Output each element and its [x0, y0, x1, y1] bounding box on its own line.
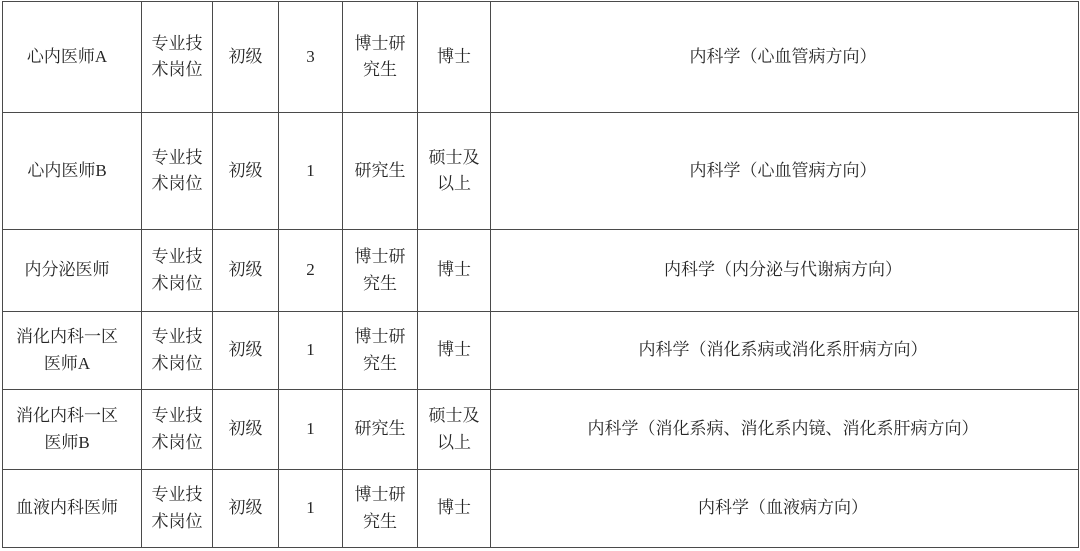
job-positions-table: [2, 1, 1079, 548]
cell-education: 研究生: [343, 113, 418, 230]
cell-education: 博士研究生: [343, 230, 418, 312]
cell-post-level: 初级: [213, 470, 279, 548]
cell-position-name: 消化内科一区医师B: [3, 390, 142, 470]
job-table-row: [3, 230, 1079, 312]
job-table-row: [3, 113, 1079, 230]
cell-position-name: 血液内科医师: [3, 470, 142, 548]
cell-headcount: 1: [279, 390, 343, 470]
cell-post-level: 初级: [213, 113, 279, 230]
cell-post-category: 专业技术岗位: [142, 390, 213, 470]
cell-degree: 博士: [418, 470, 491, 548]
cell-post-category: 专业技术岗位: [142, 2, 213, 113]
cell-post-category: 专业技术岗位: [142, 113, 213, 230]
job-table-row: [3, 2, 1079, 113]
cell-post-category: 专业技术岗位: [142, 470, 213, 548]
cell-education: 研究生: [343, 390, 418, 470]
cell-education: 博士研究生: [343, 470, 418, 548]
cell-education: 博士研究生: [343, 2, 418, 113]
cell-headcount: 1: [279, 470, 343, 548]
cell-post-level: 初级: [213, 312, 279, 390]
cell-degree: 博士: [418, 2, 491, 113]
cell-post-level: 初级: [213, 230, 279, 312]
cell-major: 内科学（内分泌与代谢病方向）: [491, 230, 1079, 312]
cell-headcount: 3: [279, 2, 343, 113]
cell-degree: 硕士及以上: [418, 390, 491, 470]
cell-major: 内科学（血液病方向）: [491, 470, 1079, 548]
cell-major: 内科学（消化系病或消化系肝病方向）: [491, 312, 1079, 390]
job-table-row: [3, 470, 1079, 548]
cell-headcount: 1: [279, 312, 343, 390]
cell-headcount: 2: [279, 230, 343, 312]
cell-degree: 博士: [418, 230, 491, 312]
cell-education: 博士研究生: [343, 312, 418, 390]
cell-post-category: 专业技术岗位: [142, 230, 213, 312]
cell-post-category: 专业技术岗位: [142, 312, 213, 390]
cell-position-name: 消化内科一区医师A: [3, 312, 142, 390]
cell-position-name: 心内医师A: [3, 2, 142, 113]
cell-major: 内科学（心血管病方向）: [491, 113, 1079, 230]
cell-major: 内科学（消化系病、消化系内镜、消化系肝病方向）: [491, 390, 1079, 470]
cell-post-level: 初级: [213, 2, 279, 113]
cell-major: 内科学（心血管病方向）: [491, 2, 1079, 113]
cell-degree: 硕士及以上: [418, 113, 491, 230]
cell-post-level: 初级: [213, 390, 279, 470]
job-table-row: [3, 312, 1079, 390]
cell-degree: 博士: [418, 312, 491, 390]
cell-position-name: 内分泌医师: [3, 230, 142, 312]
cell-headcount: 1: [279, 113, 343, 230]
job-table-row: [3, 390, 1079, 470]
cell-position-name: 心内医师B: [3, 113, 142, 230]
